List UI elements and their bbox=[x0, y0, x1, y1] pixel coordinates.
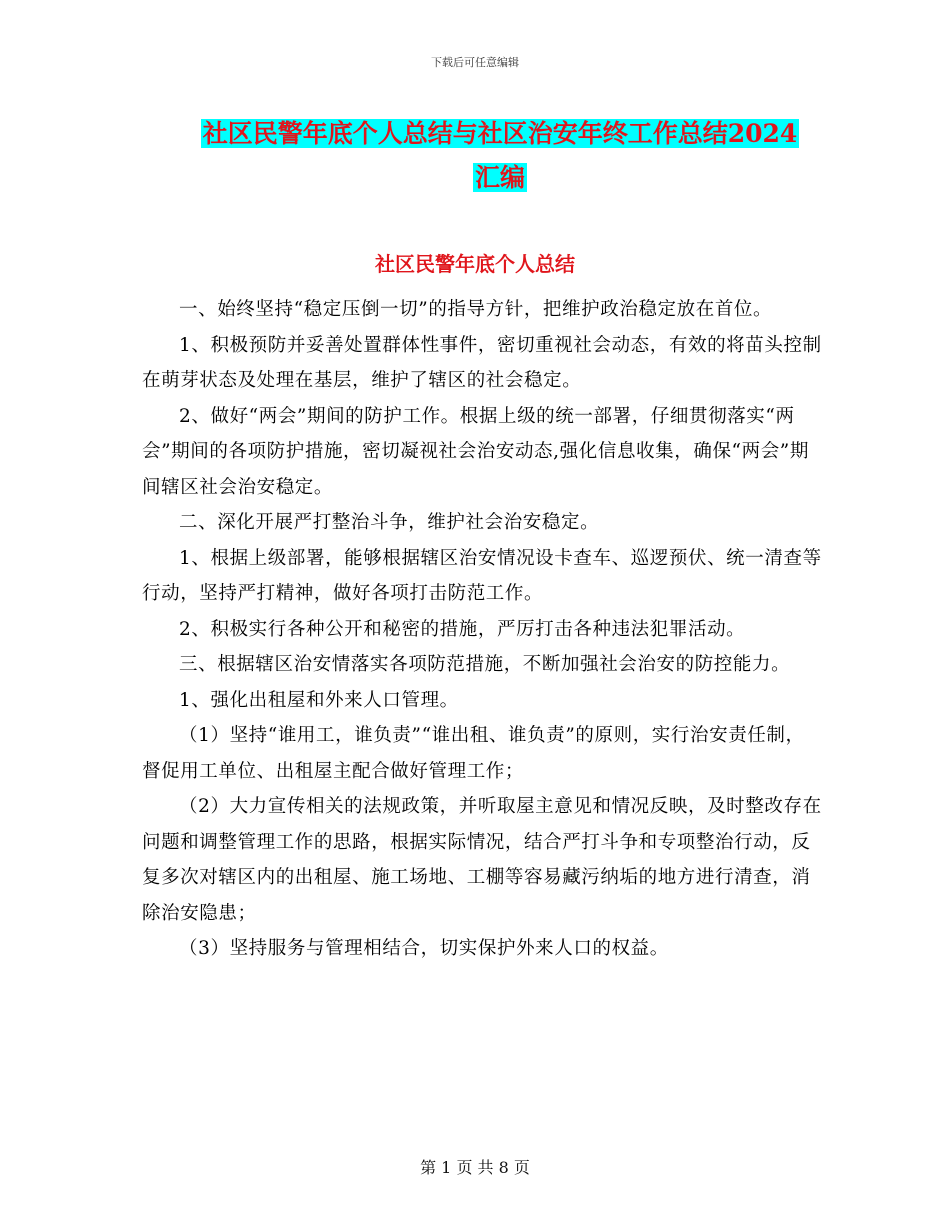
paragraph: 三、根据辖区治安情落实各项防范措施，不断加强社会治安的防控能力。 bbox=[179, 654, 791, 675]
paragraph: 1、积极预防并妥善处置群体性事件，密切重视社会动态，有效的将苗头控制在萌芽状态及处理在基层，维护了辖区的社会稳定。 bbox=[142, 334, 822, 391]
section-title: 社区民警年底个人总结 bbox=[375, 252, 575, 276]
header-note: 下载后可任意编辑 bbox=[431, 56, 519, 69]
document-title-line-2: 汇编 bbox=[474, 163, 525, 192]
paragraph: 1、根据上级部署，能够根据辖区治安情况设卡查车、巡逻预伏、统一清查等行动，坚持严打精神，做好各项打击防范工作。 bbox=[142, 547, 822, 604]
page-footer: 第 1 页 共 8 页 bbox=[420, 1158, 530, 1177]
paragraph: 一、始终坚持“稳定压倒一切”的指导方针，把维护政治稳定放在首位。 bbox=[179, 299, 773, 320]
paragraph: 二、深化开展严打整治斗争，维护社会治安稳定。 bbox=[179, 512, 600, 533]
paragraph: （3）坚持服务与管理相结合，切实保护外来人口的权益。 bbox=[179, 938, 669, 959]
paragraph: （1）坚持“谁用工，谁负责”“谁出租、谁负责”的原则，实行治安责任制，督促用工单位、出租屋主配合做好管理工作； bbox=[142, 725, 805, 782]
document-title-line-1: 社区民警年底个人总结与社区治安年终工作总结2024 bbox=[202, 119, 798, 148]
paragraph: 1、强化出租屋和外来人口管理。 bbox=[179, 689, 459, 711]
paragraph: 2、做好“两会”期间的防护工作。根据上级的统一部署，仔细贯彻落实“两会”期间的各项防护措施，密切凝视社会治安动态,强化信息收集，确保“两会”期间辖区社会治安稳定。 bbox=[142, 405, 809, 498]
paragraph: 2、积极实行各种公开和秘密的措施，严厉打击各种违法犯罪活动。 bbox=[179, 618, 746, 640]
paragraph: （2）大力宣传相关的法规政策，并听取屋主意见和情况反映，及时整改存在问题和调整管理工作的思路，根据实际情况，结合严打斗争和专项整治行动，反复多次对辖区内的出租屋、施工场地、工棚等容易藏污纳垢的地方进行清查，消除治安隐患； bbox=[142, 796, 822, 924]
document-title bbox=[190, 112, 810, 200]
body-text bbox=[142, 292, 822, 967]
